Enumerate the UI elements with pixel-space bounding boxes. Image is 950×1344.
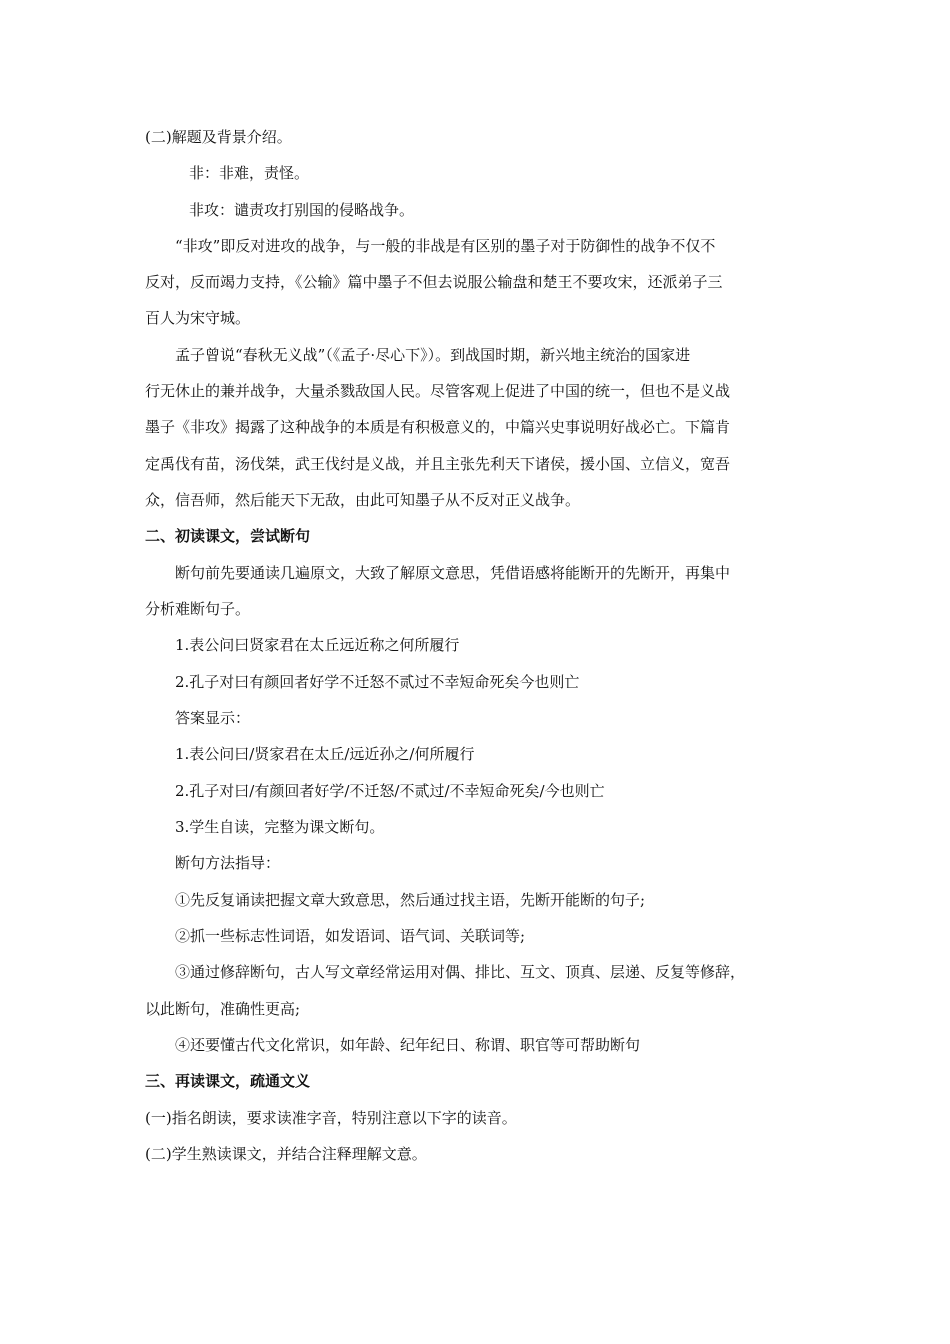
paragraph-line: (一)指名朗读，要求读准字音，特别注意以下字的读音。 [145, 1109, 517, 1127]
paragraph-line: (二)学生熟读课文，并结合注释理解文意。 [145, 1145, 427, 1163]
paragraph-line: 定禹伐有苗，汤伐桀，武王伐纣是义战，并且主张先利天下诸侯，援小国、立信义，宽吾 [145, 455, 731, 473]
list-item: ①先反复诵读把握文章大致意思，然后通过找主语，先断开能断的句子; [175, 891, 646, 909]
paragraph-line: 众，信吾师，然后能天下无敌，由此可知墨子从不反对正义战争。 [145, 491, 581, 509]
section-heading-background: (二)解题及背景介绍。 [145, 128, 292, 146]
section-heading-second-reading: 三、再读课文，疏通文义 [145, 1072, 311, 1090]
method-label: 断句方法指导： [175, 854, 281, 872]
list-item: ②抓一些标志性词语，如发语词、语气词、关联词等; [175, 927, 526, 945]
list-item: 3.学生自读，完整为课文断句。 [175, 818, 385, 836]
list-item: ③通过修辞断句，古人写文章经常运用对偶、排比、互文、顶真、层递、反复等修辞， [175, 963, 746, 981]
paragraph-line: 分析难断句子。 [145, 600, 251, 618]
list-item: 2.孔子对曰/有颜回者好学/不迁怒/不贰过/不幸短命死矣/今也则亡 [175, 782, 605, 800]
paragraph-line: 墨子《非攻》揭露了这种战争的本质是有积极意义的，中篇兴史事说明好战必亡。下篇肯 [145, 418, 731, 436]
paragraph-line: 百人为宋守城。 [145, 309, 251, 327]
paragraph-line: 以此断句，准确性更高; [145, 1000, 301, 1018]
paragraph-line: “非攻”即反对进攻的战争，与一般的非战是有区别的墨子对于防御性的战争不仅不 [175, 237, 716, 255]
answer-label: 答案显示： [175, 709, 251, 727]
paragraph-line: 孟子曾说“春秋无义战”（《孟子·尽心下》）。到战国时期，新兴地主统治的国家进 [175, 346, 691, 364]
definition-fei: 非：非难，责怪。 [189, 164, 310, 182]
list-item: 2.孔子对曰有颜回者好学不迁怒不贰过不幸短命死矣今也则亡 [175, 673, 580, 691]
list-item: 1.表公问曰/贤家君在太丘/远近孙之/何所履行 [175, 745, 475, 763]
section-heading-first-reading: 二、初读课文，尝试断句 [145, 527, 311, 545]
list-item: ④还要懂古代文化常识，如年龄、纪年纪日、称谓、职官等可帮助断句 [175, 1036, 641, 1054]
paragraph-line: 反对，反而竭力支持，《公输》篇中墨子不但去说服公输盘和楚王不要攻宋，还派弟子三 [145, 273, 723, 291]
paragraph-line: 断句前先要通读几遍原文，大致了解原文意思，凭借语感将能断开的先断开，再集中 [175, 564, 731, 582]
definition-feigong: 非攻：谴责攻打别国的侵略战争。 [189, 201, 415, 219]
paragraph-line: 行无休止的兼并战争，大量杀戮敌国人民。尽管客观上促进了中国的统一，但也不是义战 [145, 382, 731, 400]
list-item: 1.表公问曰贤家君在太丘远近称之何所履行 [175, 636, 460, 654]
